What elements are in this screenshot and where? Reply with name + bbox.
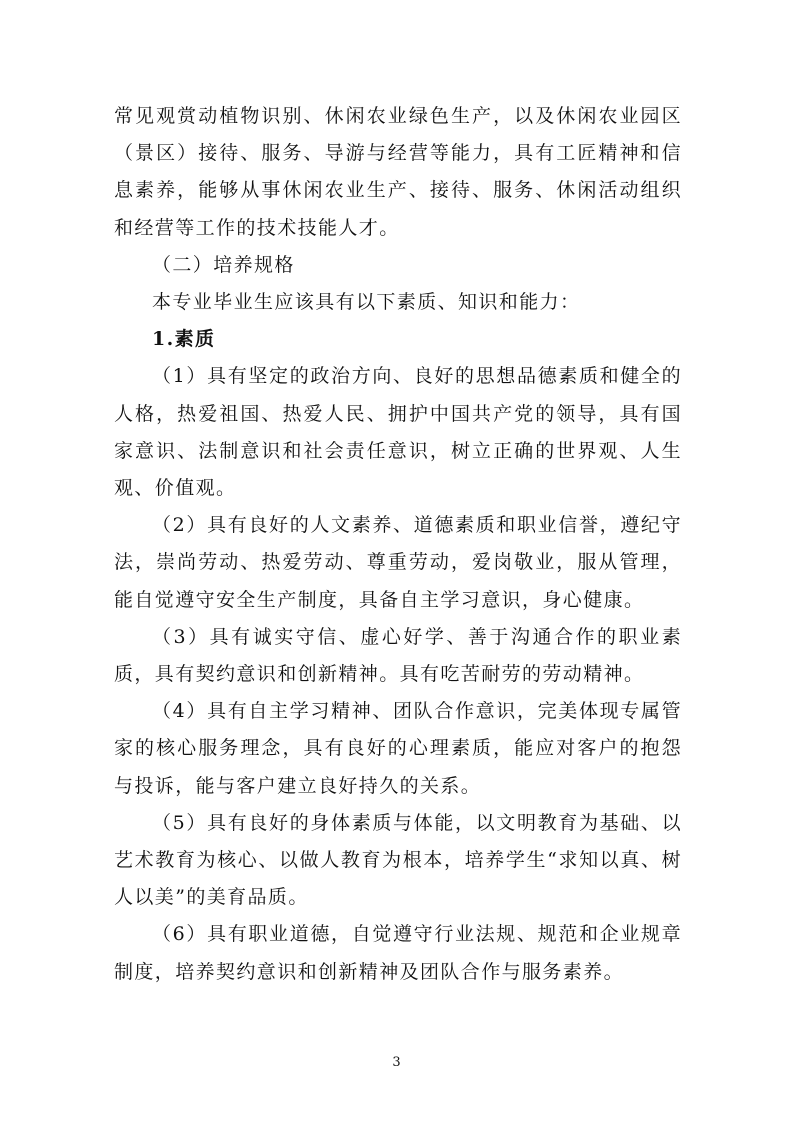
- subheading-qualities: 1.素质: [152, 328, 216, 351]
- list-item-quality-1: （1）具有坚定的政治方向、良好的思想品德素质和健全的人格，热爱祖国、热爱人民、拥护中国共产党的领导，具有国家意识、法制意识和社会责任意识，树立正确的世界观、人生观、价值观。: [114, 365, 682, 500]
- section-heading-specs: （二）培养规格: [152, 253, 295, 276]
- list-item-quality-2: （2）具有良好的人文素养、道德素质和职业信誉，遵纪守法，崇尚劳动、热爱劳动、尊重劳动，爱岗敬业，服从管理，能自觉遵守安全生产制度，具备自主学习意识，身心健康。: [114, 514, 682, 611]
- body-text: [114, 98, 682, 991]
- list-item-quality-4: （4）具有自主学习精神、团队合作意识，完美体现专属管家的核心服务理念，具有良好的心理素质，能应对客户的抱怨与投诉，能与客户建立良好持久的关系。: [114, 700, 682, 797]
- list-item-quality-5: （5）具有良好的身体素质与体能，以文明教育为基础、以艺术教育为核心、以做人教育为根本，培养学生“求知以真、树人以美”的美育品质。: [114, 811, 682, 909]
- list-item-quality-6: （6）具有职业道德，自觉遵守行业法规、规范和企业规章制度，培养契约意识和创新精神及团队合作与服务素养。: [114, 923, 682, 983]
- paragraph-goal-continued: 常见观赏动植物识别、休闲农业绿色生产，以及休闲农业园区（景区）接待、服务、导游与经营等能力，具有工匠精神和信息素养，能够从事休闲农业生产、接待、服务、休闲活动组织和经营等工作的技术技能人才。: [114, 105, 682, 239]
- list-item-quality-3: （3）具有诚实守信、虚心好学、善于沟通合作的职业素质，具有契约意识和创新精神。具有吃苦耐劳的劳动精神。: [114, 625, 682, 686]
- page-number: 3: [392, 1055, 401, 1070]
- paragraph-intro: 本专业毕业生应该具有以下素质、知识和能力：: [152, 291, 581, 314]
